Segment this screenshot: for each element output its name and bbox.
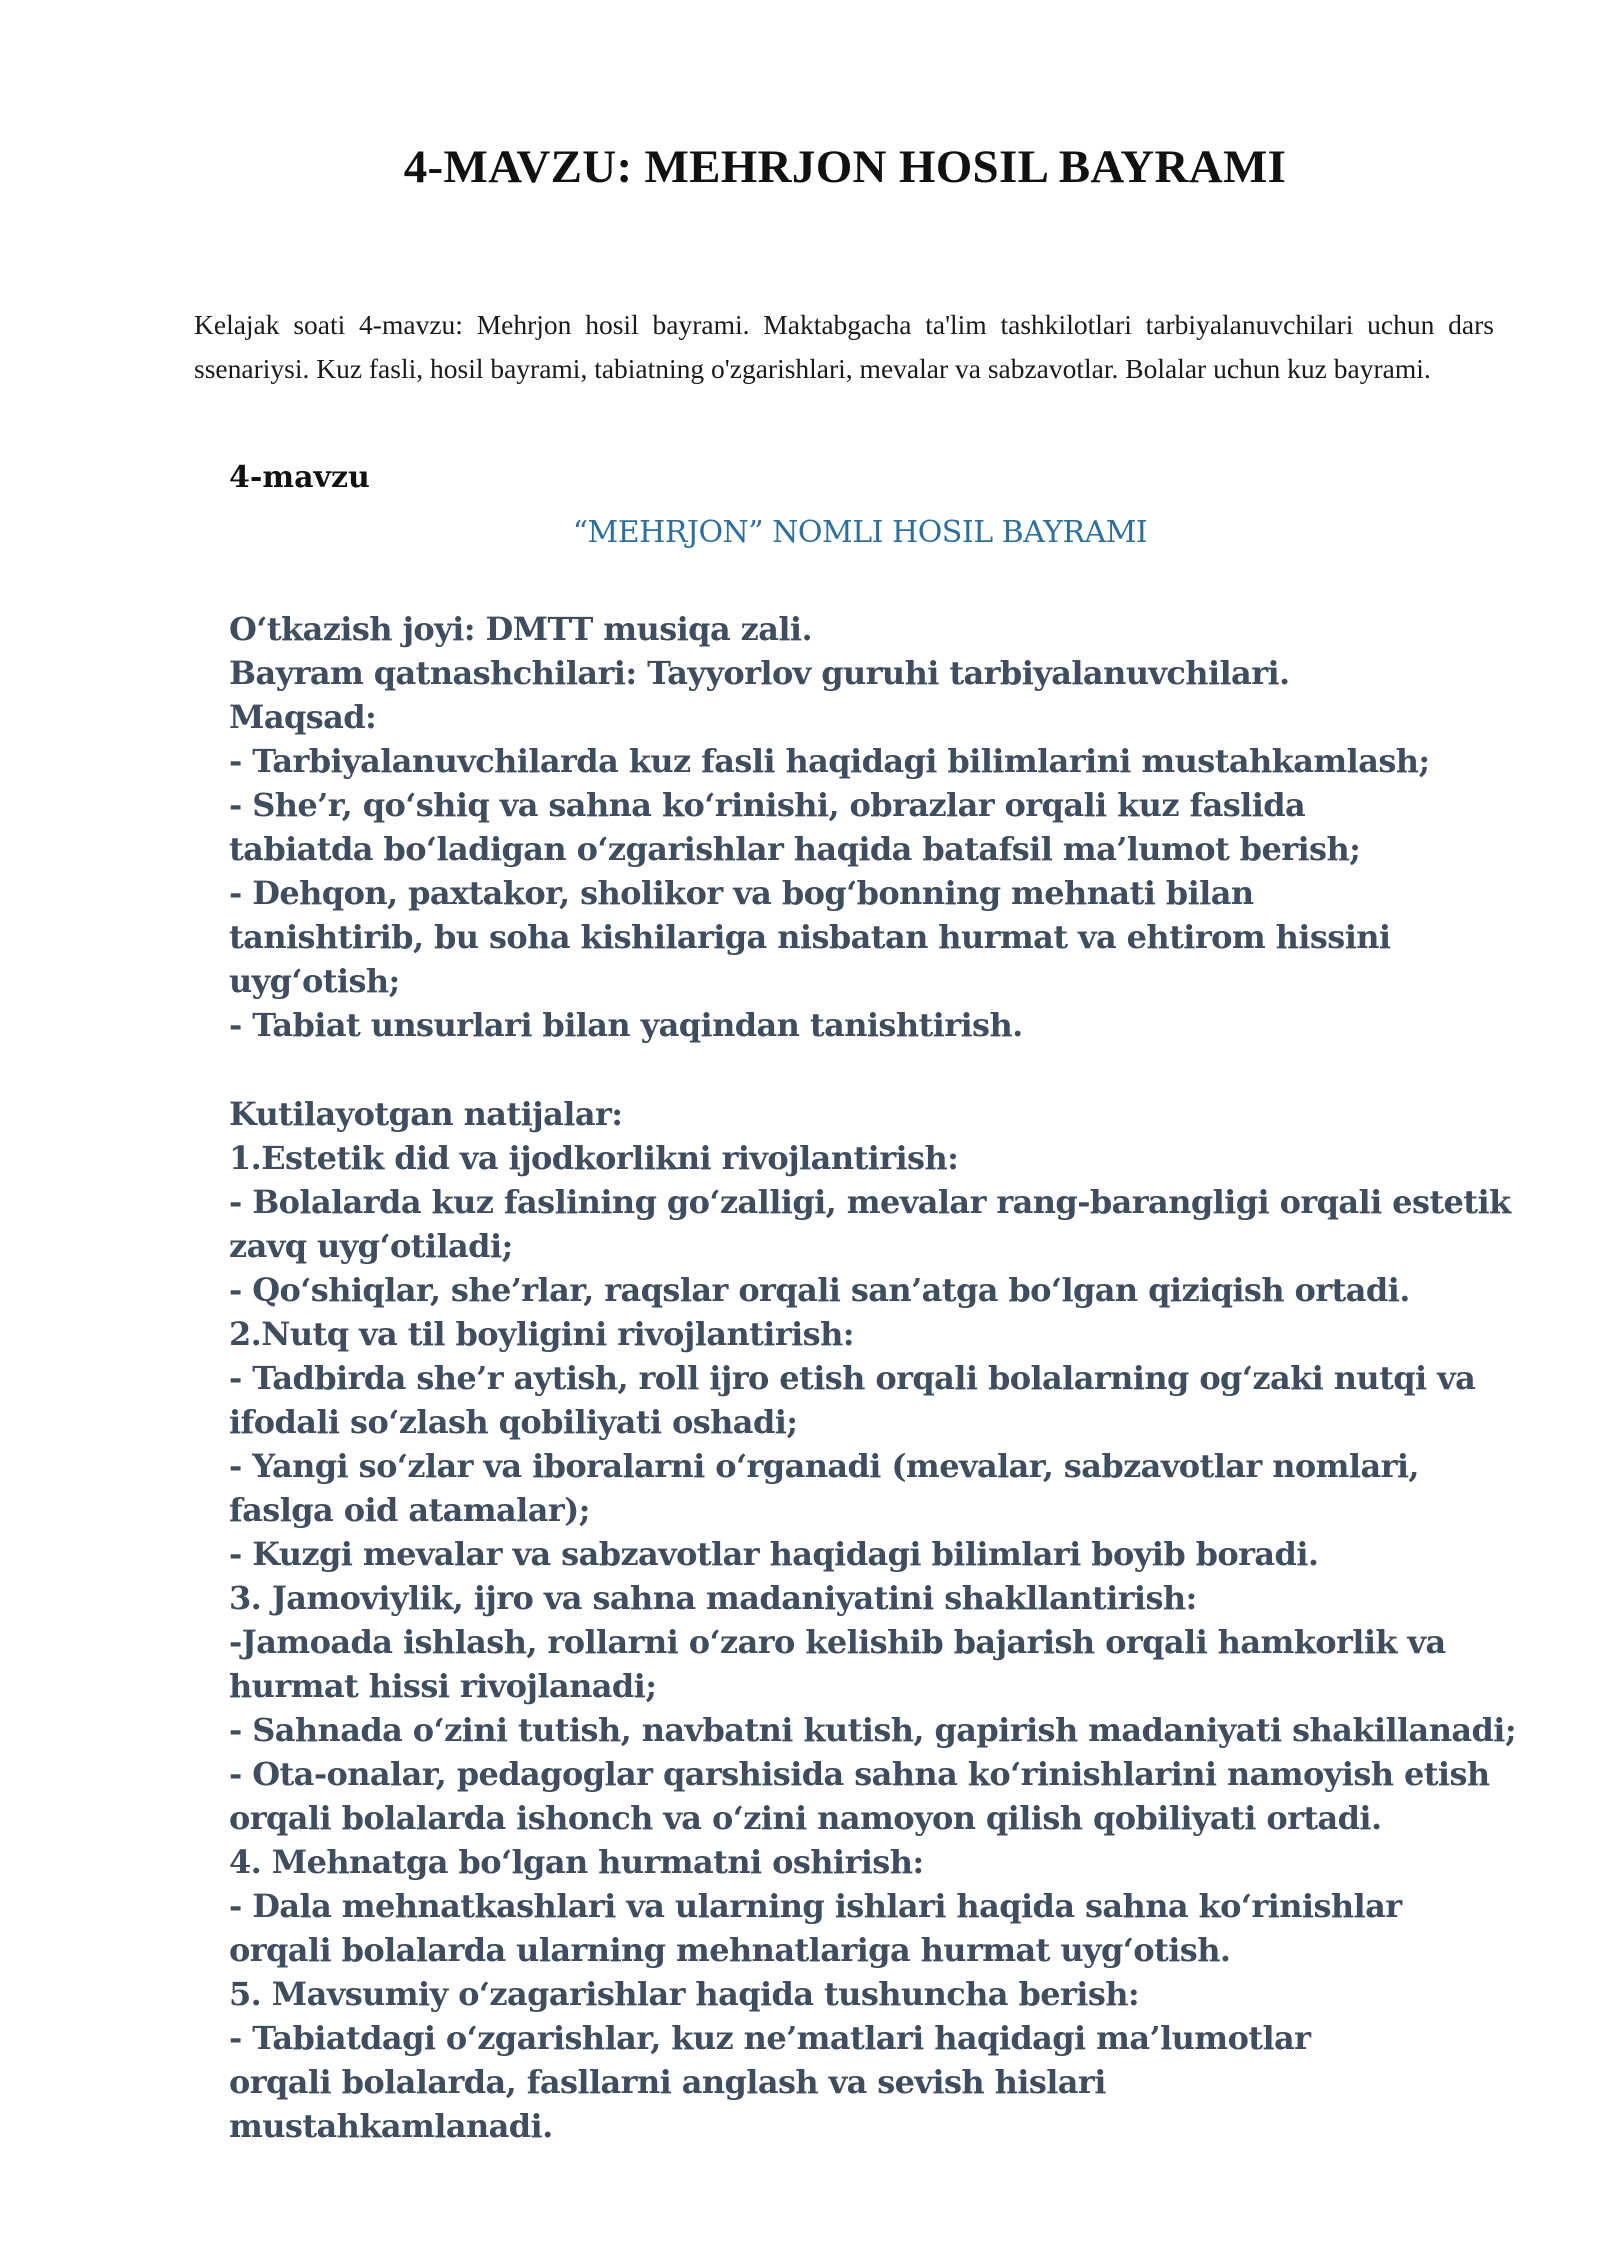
body-line: hurmat hissi rivojlanadi; (229, 1667, 657, 1705)
body-line: Kutilayotgan natijalar: (229, 1095, 623, 1133)
body-line: ifodali so‘zlash qobiliyati oshadi; (229, 1403, 798, 1441)
body-line: -Jamoada ishlash, rollarni o‘zaro kelishib bajarish orqali hamkorlik va (229, 1623, 1446, 1661)
expected-results-block (229, 1092, 1529, 2148)
body-line: - Dala mehnatkashlari va ularning ishlari haqida sahna ko‘rinishlar (229, 1887, 1402, 1925)
body-line: - Dehqon, paxtakor, sholikor va bog‘bonning mehnati bilan (229, 874, 1254, 912)
body-line: - Yangi so‘zlar va iboralarni o‘rganadi (mevalar, sabzavotlar nomlari, (229, 1447, 1419, 1485)
body-line: - Tabiat unsurlari bilan yaqindan tanishtirish. (229, 1006, 1023, 1044)
body-line: zavq uyg‘otiladi; (229, 1227, 513, 1265)
body-line: - Ota-onalar, pedagoglar qarshisida sahna ko‘rinishlarini namoyish etish (229, 1755, 1490, 1793)
topic-label: 4-mavzu (229, 460, 370, 495)
body-line: tabiatda bo‘ladigan o‘zgarishlar haqida batafsil ma’lumot berish; (229, 830, 1361, 868)
body-line: orqali bolalarda ishonch va o‘zini namoyon qilish qobiliyati ortadi. (229, 1799, 1382, 1837)
body-line: 5. Mavsumiy o‘zagarishlar haqida tushuncha berish: (229, 1975, 1140, 2013)
body-line: mustahkamlanadi. (229, 2107, 553, 2145)
body-line: tanishtirib, bu soha kishilariga nisbatan hurmat va ehtirom hissini (229, 918, 1391, 956)
body-line: - She’r, qo‘shiq va sahna ko‘rinishi, obrazlar orqali kuz faslida (229, 786, 1306, 824)
body-line: Maqsad: (229, 698, 377, 736)
body-line: orqali bolalarda, fasllarni anglash va sevish hislari (229, 2063, 1106, 2101)
body-line: 3. Jamoviylik, ijro va sahna madaniyatini shakllantirish: (229, 1579, 1197, 1617)
intro-paragraph: Kelajak soati 4-mavzu: Mehrjon hosil bayrami. Maktabgacha ta'lim tashkilotlari tarbiyalanuvchilari uchun dars ssenariysi. Kuz fasli, hosil bayrami, tabiatning o'zgarishlari, mevalar va sabzavotlar. Bolalar uchun kuz bayrami. (194, 309, 1494, 384)
body-line: - Tadbirda she’r aytish, roll ijro etish orqali bolalarning og‘zaki nutqi va (229, 1359, 1476, 1397)
page-title: 4-MAVZU: MEHRJON HOSIL BAYRAMI (403, 141, 1287, 193)
body-line: faslga oid atamalar); (229, 1491, 590, 1529)
body-line: - Tabiatdagi o‘zgarishlar, kuz ne’matlari haqidagi ma’lumotlar (229, 2019, 1311, 2057)
section-heading: “MEHRJON” NOMLI HOSIL BAYRAMI (572, 515, 1148, 550)
body-line: Bayram qatnashchilari: Tayyorlov guruhi tarbiyalanuvchilari. (229, 654, 1290, 692)
body-line: - Tarbiyalanuvchilarda kuz fasli haqidagi bilimlarini mustahkamlash; (229, 742, 1430, 780)
body-line: 4. Mehnatga bo‘lgan hurmatni oshirish: (229, 1843, 924, 1881)
body-line: - Bolalarda kuz faslining go‘zalligi, mevalar rang-barangligi orqali estetik (229, 1183, 1511, 1221)
event-info-block (229, 607, 1529, 1047)
body-line: - Sahnada o‘zini tutish, navbatni kutish, gapirish madaniyati shakillanadi; (229, 1711, 1517, 1749)
body-line: - Kuzgi mevalar va sabzavotlar haqidagi bilimlari boyib boradi. (229, 1535, 1319, 1573)
body-line: O‘tkazish joyi: DMTT musiqa zali. (229, 610, 812, 648)
body-line: 1.Estetik did va ijodkorlikni rivojlantirish: (229, 1139, 959, 1177)
body-line: orqali bolalarda ularning mehnatlariga hurmat uyg‘otish. (229, 1931, 1231, 1969)
body-line: 2.Nutq va til boyligini rivojlantirish: (229, 1315, 854, 1353)
body-line: - Qo‘shiqlar, she’rlar, raqslar orqali san’atga bo‘lgan qiziqish ortadi. (229, 1271, 1410, 1309)
body-line: uyg‘otish; (229, 962, 400, 1000)
